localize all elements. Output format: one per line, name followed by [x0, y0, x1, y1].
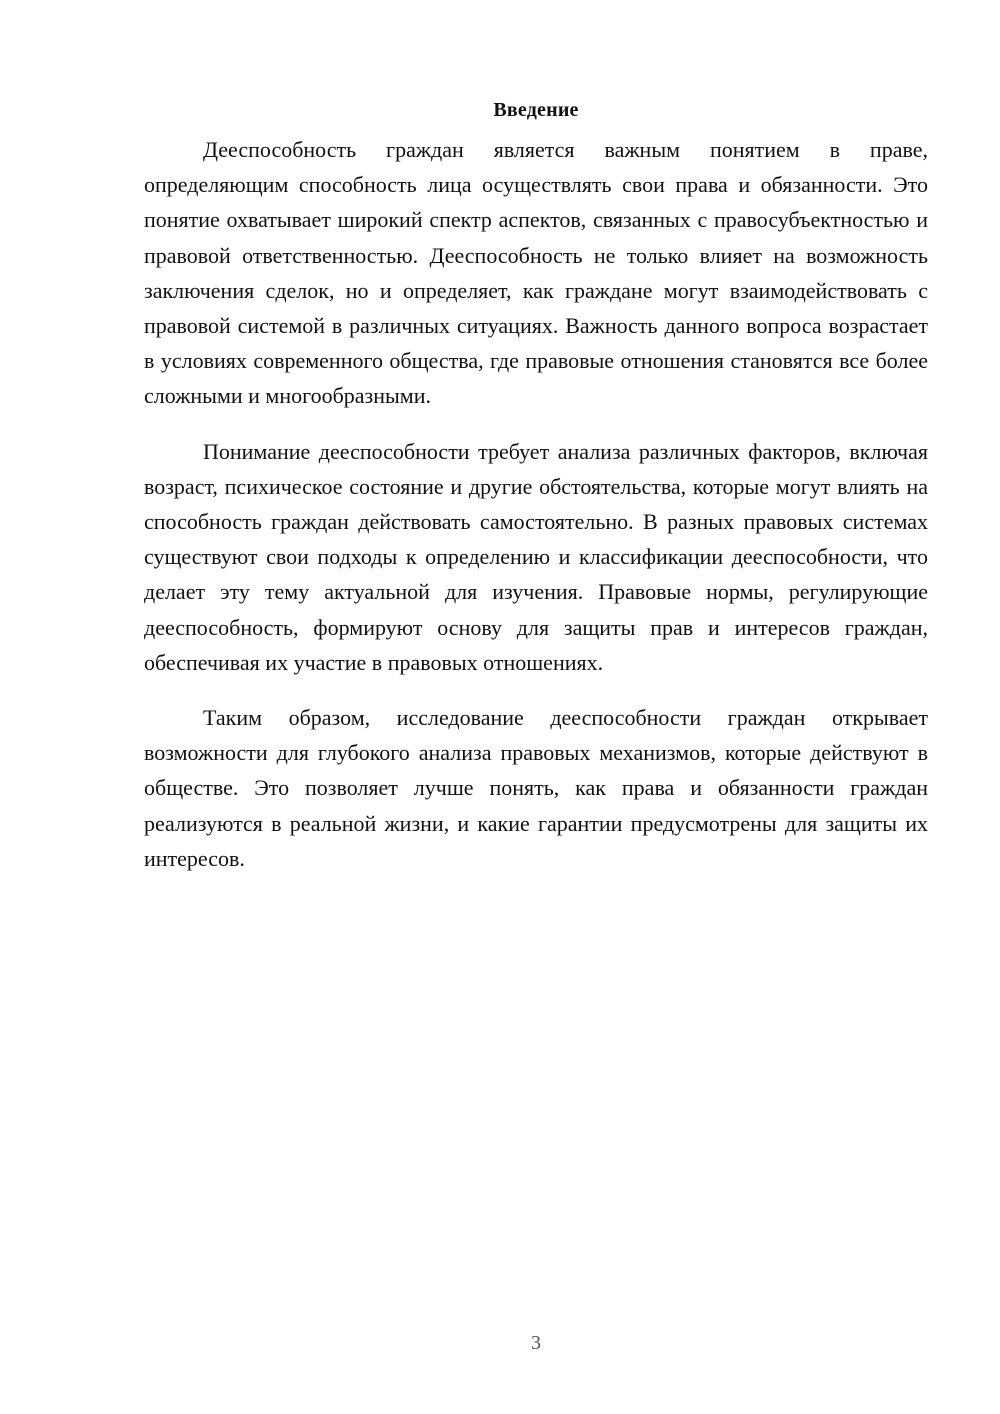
paragraph-1: Дееспособность граждан является важным понятием в праве, определяющим способность лица осуществлять свои права и обязанности. Это понятие охватывает широкий спектр аспектов, связанных с правосубъектностью и правовой ответственностью. Дееспособность не только влияет на возможность заключения сделок, но и определяет, как граждане могут взаимодействовать с правовой системой в различных ситуациях. Важность данного вопроса возрастает в условиях современного общества, где правовые отношения становятся все более сложными и многообразными.: [144, 137, 928, 409]
section-title: Введение: [493, 99, 579, 121]
paragraph-3: Таким образом, исследование дееспособности граждан открывает возможности для глубокого анализа правовых механизмов, которые действуют в обществе. Это позволяет лучше понять, как права и обязанности граждан реализуются в реальной жизни, и какие гарантии предусмотрены для защиты их интересов.: [144, 705, 928, 871]
paragraph-2: Понимание дееспособности требует анализа различных факторов, включая возраст, психическое состояние и другие обстоятельства, которые могут влиять на способность граждан действовать самостоятельно. В разных правовых системах существуют свои подходы к определению и классификации дееспособности, что делает эту тему актуальной для изучения. Правовые нормы, регулирующие дееспособность, формируют основу для защиты прав и интересов граждан, обеспечивая их участие в правовых отношениях.: [144, 438, 928, 675]
page-number: 3: [531, 1332, 541, 1354]
page-content: [144, 92, 928, 876]
